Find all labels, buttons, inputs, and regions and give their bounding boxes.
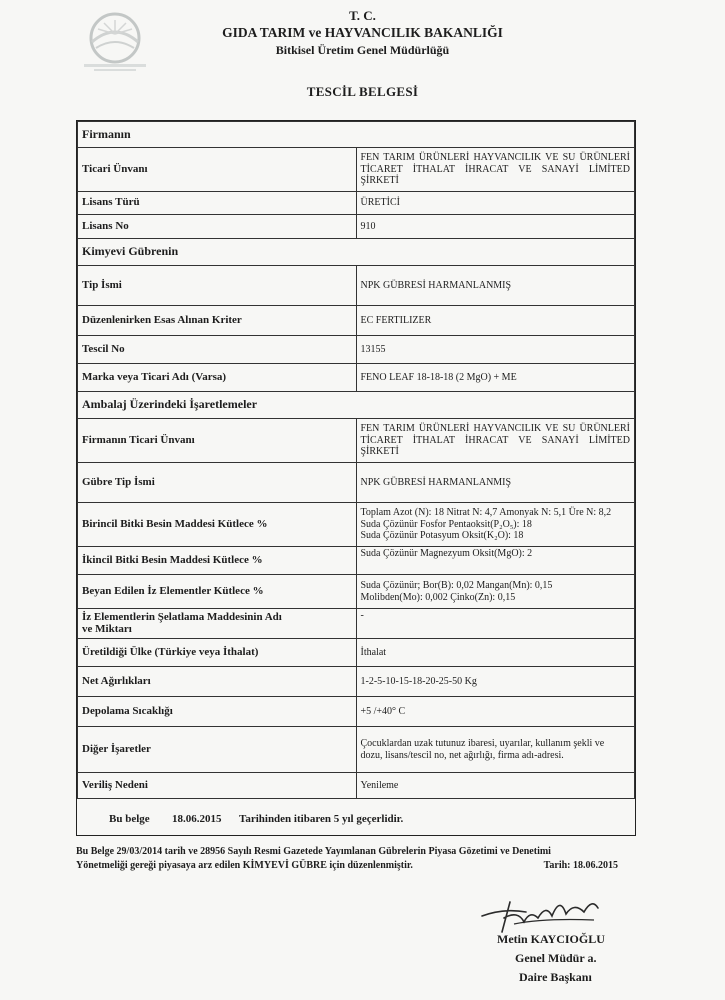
label-criteria: Düzenlenirken Esas Alınan Kriter [78, 306, 357, 336]
value-issue-reason: Yenileme [356, 773, 635, 799]
trade-name-line: ŞİRKETİ [360, 175, 399, 187]
section-fertilizer: Kimyevi Gübrenin [78, 239, 635, 266]
label-trade-name: Ticari Ünvanı [78, 148, 357, 192]
value-storage-temperature: +5 /+40° C [356, 697, 635, 727]
value-brand: FENO LEAF 18-18-18 (2 MgO) + ME [356, 364, 635, 392]
label-license-no: Lisans No [78, 215, 357, 239]
other-line: dozu, lisans/tescil no, net ağırlığı, firma adı-adresi. [360, 749, 564, 761]
validity-prefix: Bu belge [109, 813, 150, 825]
signatory-title2: Daire Başkanı [519, 970, 592, 984]
value-origin: İthalat [356, 639, 635, 667]
value-trade-name [356, 148, 635, 192]
trade-name-line: TİCARET İTHALAT İHRACAT VE SANAYİ LİMİTED [360, 163, 630, 175]
footer-regulation-line2 [76, 860, 616, 871]
header-ministry: GIDA TARIM ve HAYVANCILIK BAKANLIĞI [222, 25, 503, 40]
primary-line: Suda Çözünür Potasyum Oksit(K₂O): 18 [360, 530, 524, 542]
label-registration-no: Tescil No [78, 336, 357, 364]
footer-date: Tarih: 18.06.2015 [543, 860, 618, 871]
signatory-name: Metin KAYCIOĞLU [497, 932, 605, 946]
pkg-trade-name-line: TİCARET İTHALAT İHRACAT VE SANAYİ LİMİTED [360, 434, 630, 446]
certificate-table [76, 120, 636, 836]
value-chelating-agent: - [356, 609, 635, 639]
label-micro-elements: Beyan Edilen İz Elementler Kütlece % [78, 575, 357, 609]
label-type-name: Tip İsmi [78, 266, 357, 306]
micro-line: Molibden(Mo): 0,002 Çinko(Zn): 0,15 [360, 591, 516, 603]
label-issue-reason: Veriliş Nedeni [78, 773, 357, 799]
label-pkg-type-name: Gübre Tip İsmi [78, 463, 357, 503]
label-other-markings: Diğer İşaretler [78, 727, 357, 773]
label-secondary-nutrients: İkincil Bitki Besin Maddesi Kütlece % [78, 547, 357, 575]
header-directorate: Bitkisel Üretim Genel Müdürlüğü [275, 43, 450, 57]
value-micro-elements [356, 575, 635, 609]
value-secondary-nutrients: Suda Çözünür Magnezyum Oksit(MgO): 2 [356, 547, 635, 575]
other-line: Çocuklardan uzak tutunuz ibaresi, uyarılar, kullanım şekli ve [360, 738, 605, 749]
signatory-title1: Genel Müdür a. [515, 951, 597, 965]
label-brand: Marka veya Ticari Adı (Varsa) [78, 364, 357, 392]
value-primary-nutrients [356, 503, 635, 547]
value-registration-no: 13155 [356, 336, 635, 364]
validity-date: 18.06.2015 [172, 813, 222, 825]
value-other-markings [356, 727, 635, 773]
label-chelating-agent [78, 609, 357, 639]
chelate-label-line: İz Elementlerin Şelatlama Maddesinin Adı [82, 611, 282, 623]
value-net-weights: 1-2-5-10-15-18-20-25-50 Kg [356, 667, 635, 697]
chelate-label-line: ve Miktarı [82, 622, 132, 635]
value-type-name: NPK GÜBRESİ HARMANLANMIŞ [356, 266, 635, 306]
value-criteria: EC FERTILIZER [356, 306, 635, 336]
validity-suffix: Tarihinden itibaren 5 yıl geçerlidir. [239, 813, 404, 825]
pkg-trade-name-line: FEN TARIM ÜRÜNLERİ HAYVANCILIK VE SU ÜRÜNLERİ [360, 423, 630, 435]
value-pkg-trade-name [356, 419, 635, 463]
primary-line: Toplam Azot (N): 18 Nitrat N: 4,7 Amonyak N: 5,1 Üre N: 8,2 [360, 507, 612, 519]
primary-line: Suda Çözünür Fosfor Pentaoksit(P₂O₅): 18 [360, 518, 532, 530]
trade-name-line: FEN TARIM ÜRÜNLERİ HAYVANCILIK VE SU ÜRÜNLERİ [360, 152, 630, 164]
value-license-no: 910 [356, 215, 635, 239]
label-primary-nutrients: Birincil Bitki Besin Maddesi Kütlece % [78, 503, 357, 547]
section-packaging: Ambalaj Üzerindeki İşaretlemeler [78, 392, 635, 419]
label-net-weights: Net Ağırlıkları [78, 667, 357, 697]
micro-line: Suda Çözünür; Bor(B): 0,02 Mangan(Mn): 0,15 [360, 580, 553, 591]
value-pkg-type-name: NPK GÜBRESİ HARMANLANMIŞ [356, 463, 635, 503]
label-license-type: Lisans Türü [78, 192, 357, 215]
handwritten-signature [474, 888, 614, 938]
label-pkg-trade-name: Firmanın Ticari Ünvanı [78, 419, 357, 463]
section-firm: Firmanın [78, 122, 635, 148]
footer-regulation-text: Yönetmeliği gereği piyasaya arz edilen KİMYEVİ GÜBRE için düzenlenmiştir. [76, 860, 413, 871]
value-license-type: ÜRETİCİ [356, 192, 635, 215]
label-origin: Üretildiği Ülke (Türkiye veya İthalat) [78, 639, 357, 667]
header-tc: T. C. [349, 8, 376, 23]
label-storage-temperature: Depolama Sıcaklığı [78, 697, 357, 727]
footer-regulation-line: Bu Belge 29/03/2014 tarih ve 28956 Sayılı Resmi Gazetede Yayımlanan Gübrelerin Piyasa Gözetimi ve Denetimi [76, 846, 551, 857]
pkg-trade-name-line: ŞİRKETİ [360, 446, 399, 458]
document-title: TESCİL BELGESİ [306, 84, 419, 99]
